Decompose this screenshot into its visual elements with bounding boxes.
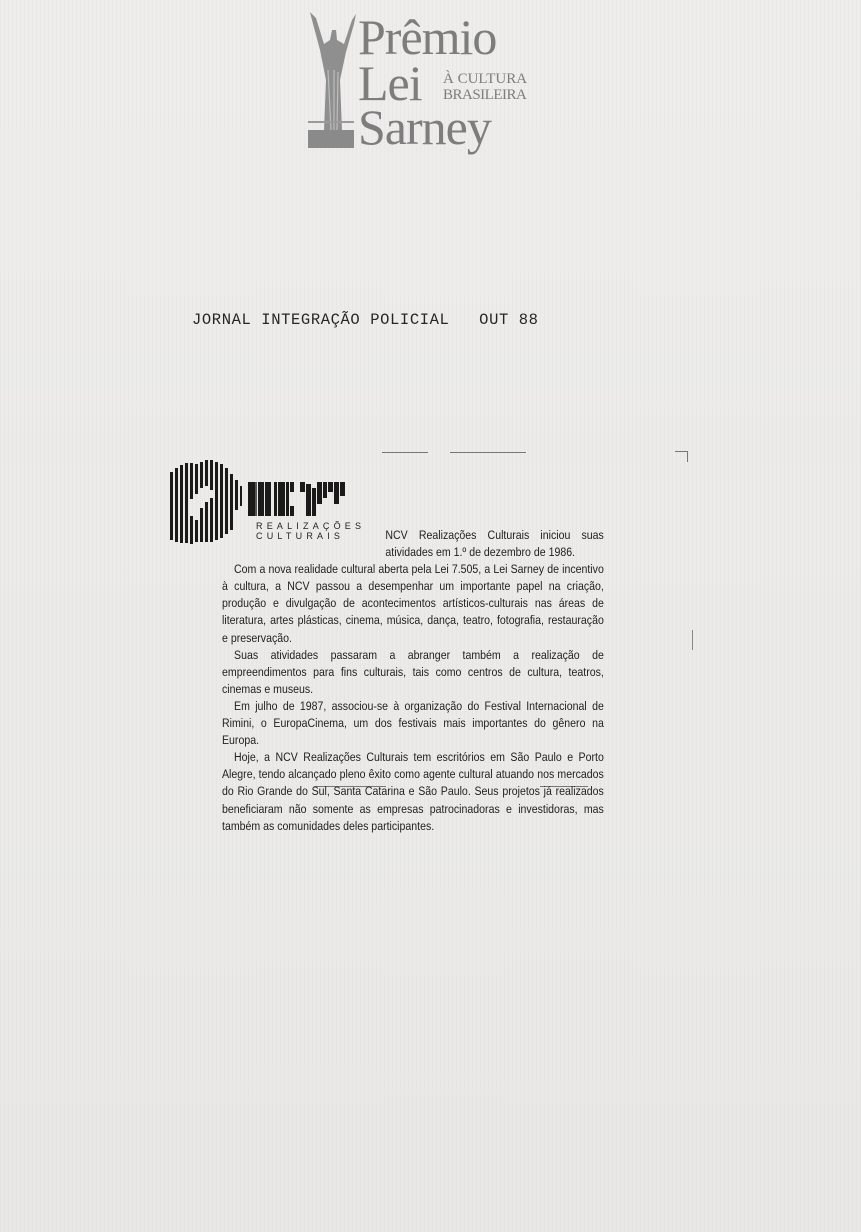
publication-date: OUT 88 [479,311,539,329]
source-caption [192,311,539,329]
logo-subtitle-1: À CULTURA [443,71,528,87]
logo-subtitle-2: BRASILEIRA [443,87,527,103]
logo-word-premio: Prêmio [358,9,497,65]
clipping-article [222,527,666,833]
ncv-logo-subtitle-1: REALIZAÇÕES [256,521,366,531]
logo-word-sarney: Sarney [358,99,491,155]
clipping-corner-mark [675,451,688,462]
ncv-logo-subtitle-2: CULTURAIS [256,531,345,541]
clipping-rule-top-1 [382,452,428,453]
article-paragraph: Com a nova realidade cultural aberta pela Lei 7.505, a Lei Sarney de incentivo à cultura, a NCV passou a desempenhar um importante papel na criação, produção e divulgação de acontecimentos artísticos-culturais nas áreas de literatura, artes plásticas, cinema, música, dança, teatro, fotografia, restauração e preservação. [222,562,604,645]
article-paragraph: NCV Realizações Culturais iniciou suas atividades em 1.º de dezembro de 1986. [385,528,604,560]
publication-name: JORNAL INTEGRAÇÃO POLICIAL [192,311,450,329]
premio-lei-sarney-logo [300,8,540,158]
article-paragraph: Hoje, a NCV Realizações Culturais tem escritórios em São Paulo e Porto Alegre, tendo alcançado pleno êxito como agente cultural atuando nos mercados do Rio Grande do Sul, Santa Catarina e São Paulo. Seus projetos já realizados beneficiaram não somente as empresas patrocinadoras e investidoras, mas também as comunidades deles participantes. [222,750,604,833]
logo-word-lei: Lei [358,55,422,111]
statue-emblem-icon [304,10,358,150]
clipping-side-mark [692,630,693,650]
article-paragraph: Em julho de 1987, associou-se à organização do Festival Internacional de Rimini, o EuropaCinema, um dos festivais mais importantes do gênero na Europa. [222,698,604,748]
clipping-rule-top-2 [450,452,526,453]
article-paragraph: Suas atividades passaram a abranger também a realização de empreendimentos para fins culturais, tais como centros de cultura, teatros, cinemas e museus. [222,647,604,696]
